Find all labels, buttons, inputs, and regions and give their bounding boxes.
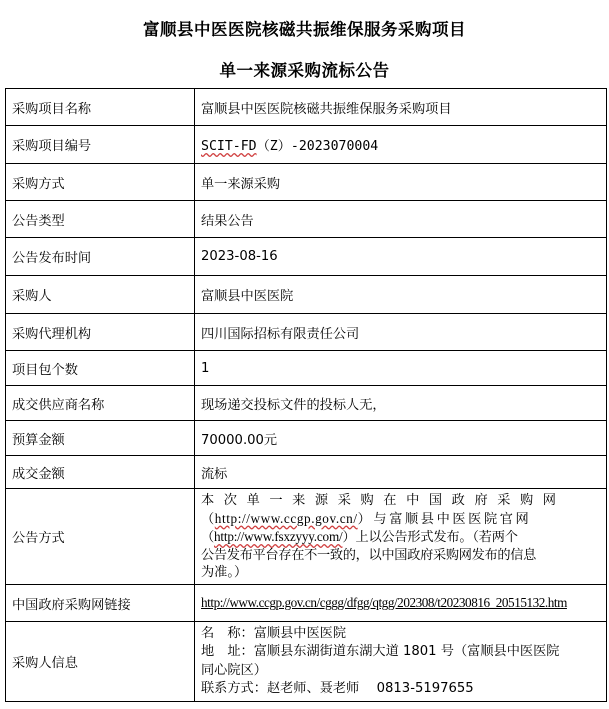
table-row bbox=[6, 585, 607, 622]
label-notice-type: 公告类型 bbox=[6, 201, 195, 238]
table-row bbox=[6, 351, 607, 386]
label-publish-time: 公告发布时间 bbox=[6, 238, 195, 276]
purchaser-contact-value: 赵老师、聂老师 0813-5197655 bbox=[266, 681, 474, 696]
notice-paren: （ bbox=[201, 511, 215, 527]
notice-paren-2: （ bbox=[201, 530, 214, 546]
value-publish-time: 2023-08-16 bbox=[195, 238, 607, 276]
label-ccgp-link: 中国政府采购网链接 bbox=[6, 585, 195, 622]
table-row bbox=[6, 164, 607, 201]
value-deal-amount: 流标 bbox=[195, 456, 607, 489]
label-project-code: 采购项目编号 bbox=[6, 126, 195, 164]
table-row bbox=[6, 276, 607, 314]
ccgp-home-link[interactable]: http://www.ccgp.gov.cn/ bbox=[214, 510, 358, 526]
ccgp-detail-link-text[interactable]: http://www.ccgp.gov.cn/cggg/dfgg/qtgg/202308/t20230816_20515132.htm bbox=[201, 595, 567, 610]
notice-line-2 bbox=[201, 510, 606, 529]
value-supplier: 现场递交投标文件的投标人无， bbox=[195, 386, 607, 421]
value-budget: 70000.00元 bbox=[195, 421, 607, 456]
purchaser-address-line bbox=[201, 643, 606, 662]
announcement-table bbox=[5, 88, 607, 702]
value-package-count: 1 bbox=[195, 351, 607, 386]
label-deal-amount: 成交金额 bbox=[6, 456, 195, 489]
value-project-name: 富顺县中医医院核磁共振维保服务采购项目 bbox=[195, 89, 607, 126]
label-purchaser: 采购人 bbox=[6, 276, 195, 314]
label-purchaser-info: 采购人信息 bbox=[6, 622, 195, 702]
value-agency: 四川国际招标有限责任公司 bbox=[195, 314, 607, 351]
purchaser-address-label: 地 址： bbox=[201, 644, 254, 659]
label-budget: 预算金额 bbox=[6, 421, 195, 456]
value-notice-method bbox=[195, 489, 607, 585]
table-row bbox=[6, 314, 607, 351]
purchaser-address-value: 富顺县东湖街道东湖大道 1801 号（富顺县中医医院 bbox=[253, 644, 560, 659]
value-purchaser-info bbox=[195, 622, 607, 702]
table-row bbox=[6, 201, 607, 238]
notice-line-3 bbox=[201, 528, 606, 547]
title-block bbox=[0, 0, 609, 88]
label-method: 采购方式 bbox=[6, 164, 195, 201]
table-row bbox=[6, 456, 607, 489]
notice-mid-2: ）上以公告形式发布。（若两个 bbox=[342, 530, 518, 546]
value-purchaser: 富顺县中医医院 bbox=[195, 276, 607, 314]
label-agency: 采购代理机构 bbox=[6, 314, 195, 351]
table-row bbox=[6, 489, 607, 585]
label-package-count: 项目包个数 bbox=[6, 351, 195, 386]
project-code-rest: （Z）-2023070004 bbox=[256, 139, 379, 154]
value-notice-type: 结果公告 bbox=[195, 201, 607, 238]
purchaser-name-value: 富顺县中医医院 bbox=[253, 625, 347, 641]
label-supplier: 成交供应商名称 bbox=[6, 386, 195, 421]
table-row bbox=[6, 238, 607, 276]
table-row bbox=[6, 386, 607, 421]
notice-line-5: 为准。） bbox=[201, 565, 248, 581]
purchaser-contact-line bbox=[201, 680, 606, 699]
project-code-prefix: SCIT-FD bbox=[201, 139, 257, 154]
table-row bbox=[6, 126, 607, 164]
purchaser-name-line bbox=[201, 625, 606, 644]
purchaser-contact-label: 联系方式： bbox=[201, 681, 267, 696]
notice-line-4: 公告发布平台存在不一致的，以中国政府采购网发布的信息 bbox=[201, 547, 537, 563]
purchaser-name-label: 名 称： bbox=[201, 625, 254, 641]
table-row bbox=[6, 89, 607, 126]
value-project-code bbox=[195, 126, 607, 164]
table-row bbox=[6, 622, 607, 702]
notice-line-1: 本次单一来源采购在中国政府采购网 bbox=[201, 493, 566, 509]
table-row bbox=[6, 421, 607, 456]
label-project-name: 采购项目名称 bbox=[6, 89, 195, 126]
value-method: 单一来源采购 bbox=[195, 164, 607, 201]
hospital-site-link[interactable]: http://www.fsxzyyy.com/ bbox=[214, 529, 343, 545]
notice-mid-1: ）与富顺县中医医院官网 bbox=[357, 511, 532, 527]
purchaser-address-cont: 同心院区） bbox=[201, 662, 267, 678]
ccgp-detail-link[interactable] bbox=[195, 585, 607, 622]
label-notice-method: 公告方式 bbox=[6, 489, 195, 585]
document-title: 富顺县中医医院核磁共振维保服务采购项目 bbox=[143, 20, 466, 39]
document-subtitle: 单一来源采购流标公告 bbox=[219, 61, 390, 80]
